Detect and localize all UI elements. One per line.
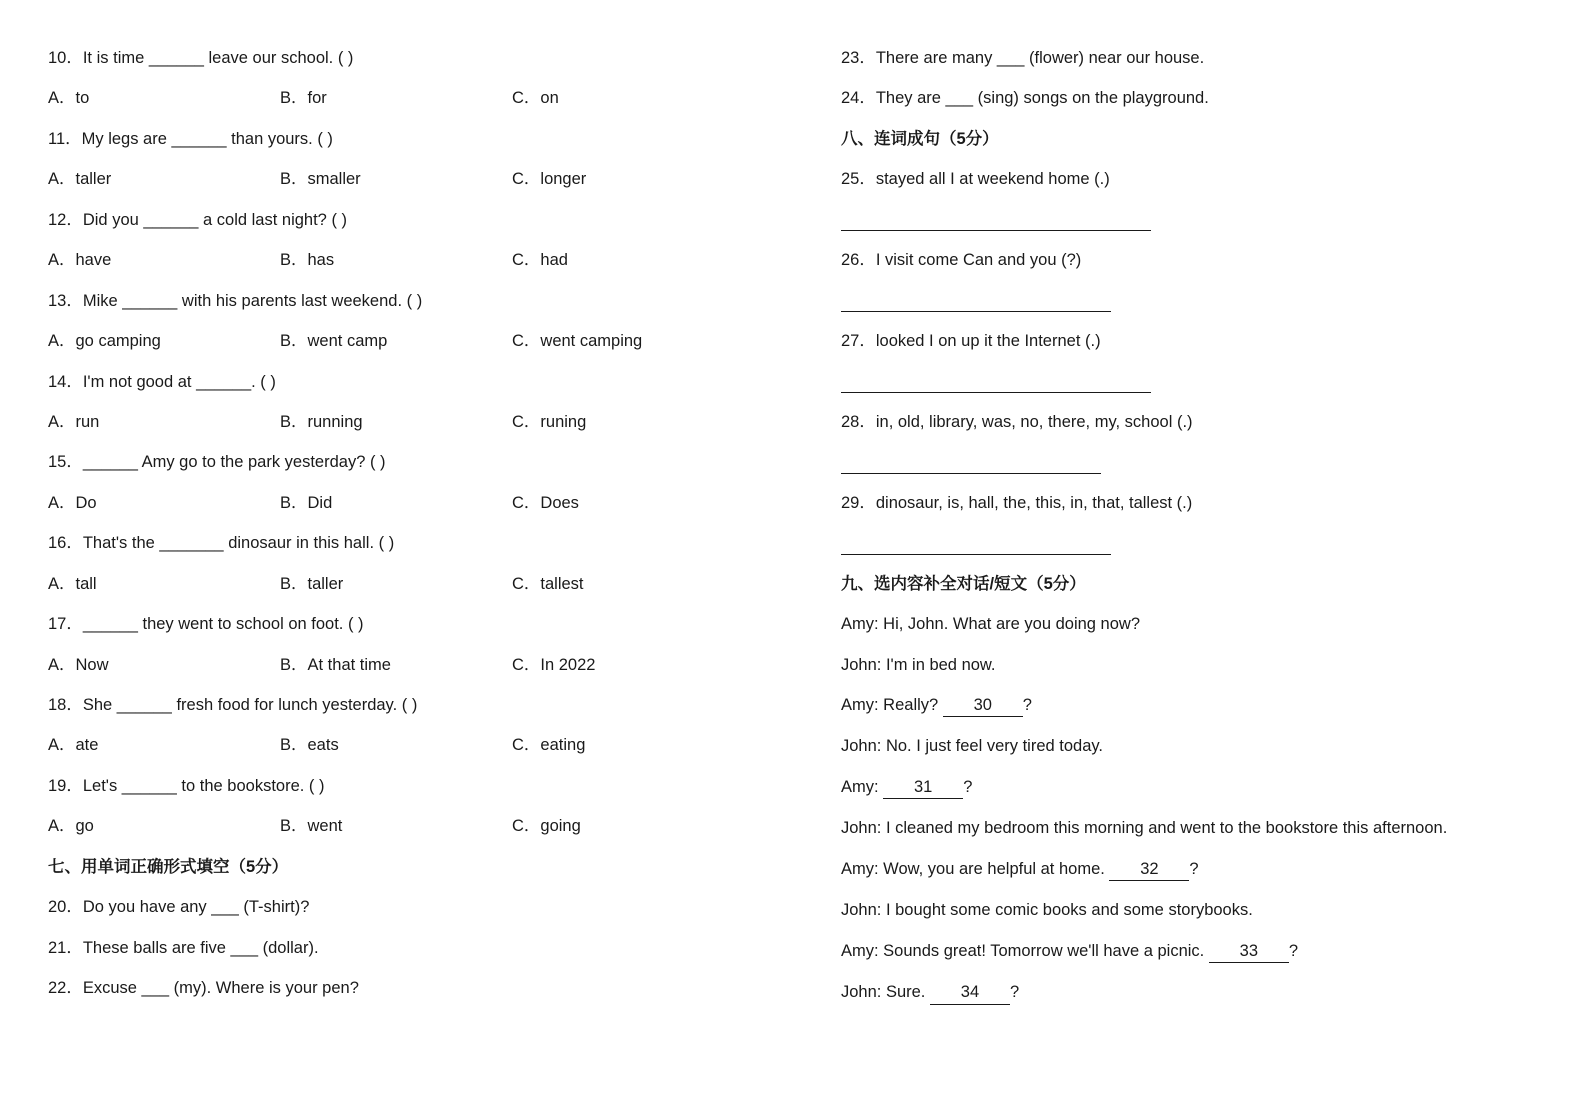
option-c: C．tallest [512, 574, 584, 593]
question-stem: 15．______ Amy go to the park yesterday? ( ) [48, 453, 386, 472]
two-column-layout [48, 48, 1528, 1024]
dialog-text: I'm in bed now. [881, 655, 996, 674]
dialog-text-after: ? [1288, 941, 1299, 960]
dialog-text-after: ? [1022, 696, 1032, 714]
option-b: B．eats [280, 736, 339, 755]
dialog-speaker: John: [841, 983, 882, 1002]
question-stem: 10．It is time ______ leave our school. ( ) [48, 49, 354, 67]
question-stem: 14．I'm not good at ______. ( ) [48, 372, 276, 391]
option-a: A．go [48, 817, 94, 836]
fill-in-item: 20．Do you have any ___ (T-shirt)? [48, 898, 310, 917]
rearrange-item: 28．in, old, library, was, no, there, my, school (.) [841, 412, 1193, 431]
option-a: A．tall [48, 574, 97, 593]
option-c: C．longer [512, 170, 587, 189]
option-a: A．go camping [48, 332, 161, 351]
dialog-text: I bought some comic books and some storybooks. [881, 901, 1253, 920]
dialog-text: Wow, you are helpful at home. [878, 859, 1110, 878]
question-options [48, 735, 786, 756]
answer-rule[interactable] [841, 459, 1101, 474]
dialog-speaker: John: [841, 819, 882, 838]
question-options [48, 250, 786, 271]
dialog-line [841, 655, 1524, 676]
dialog-line [841, 941, 1524, 963]
dialog-line [841, 777, 1524, 799]
section-heading-8: 八、连词成句（5分） [841, 129, 999, 148]
left-column [48, 48, 786, 1024]
section-heading-7: 七、用单词正确形式填空（5分） [48, 857, 289, 876]
question-stem: 19．Let's ______ to the bookstore. ( ) [48, 776, 325, 795]
option-b: B．taller [280, 574, 344, 593]
answer-blank-line[interactable] [841, 452, 1524, 473]
dialog-line [841, 818, 1524, 839]
rearrange-item: 26．I visit come Can and you (?) [841, 251, 1082, 270]
answer-rule[interactable] [841, 216, 1151, 231]
option-b: B．went [280, 817, 343, 836]
dialog-text: Really? [878, 696, 943, 714]
question-stem: 11．My legs are ______ than yours. ( ) [48, 129, 333, 148]
section-heading-9: 九、选内容补全对话/短文（5分） [841, 574, 1086, 593]
dialog-speaker: Amy: [841, 696, 879, 714]
question-stem: 12．Did you ______ a cold last night? ( ) [48, 210, 348, 229]
dialog-speaker: John: [841, 655, 882, 674]
dialog-blank[interactable]: 31 [883, 777, 963, 799]
option-a: A．have [48, 251, 112, 270]
question-stem: 17．______ they went to school on foot. ( ) [48, 615, 364, 634]
dialog-line [841, 695, 1524, 717]
option-b: B．went camp [280, 332, 388, 351]
question-stem: 13．Mike ______ with his parents last weekend. ( ) [48, 291, 423, 310]
dialog-text: No. I just feel very tired today. [881, 737, 1103, 756]
fill-in-item: 24．They are ___ (sing) songs on the playground. [841, 89, 1209, 108]
option-a: A．Do [48, 493, 97, 512]
question-stem: 18．She ______ fresh food for lunch yesterday. ( ) [48, 696, 418, 714]
option-a: A．ate [48, 736, 99, 755]
question-options [48, 655, 786, 676]
dialog-speaker: Amy: [841, 615, 879, 634]
answer-rule[interactable] [841, 297, 1111, 312]
dialog-blank[interactable]: 34 [930, 982, 1010, 1004]
question-options [48, 574, 786, 595]
option-c: C．Does [512, 493, 579, 512]
dialog-blank[interactable]: 32 [1109, 859, 1189, 881]
fill-in-item: 22．Excuse ___ (my). Where is your pen? [48, 979, 359, 998]
fill-in-item: 21．These balls are five ___ (dollar). [48, 938, 319, 957]
answer-rule[interactable] [841, 378, 1151, 393]
option-c: C．on [512, 89, 559, 108]
option-c: C．eating [512, 736, 586, 755]
answer-blank-line[interactable] [841, 533, 1524, 554]
dialog-text-after: ? [1189, 859, 1199, 878]
option-b: B．At that time [280, 655, 391, 674]
option-a: A．to [48, 89, 90, 108]
dialog-speaker: John: [841, 737, 882, 756]
question-options [48, 412, 786, 433]
question-options [48, 169, 786, 190]
question-options [48, 493, 786, 514]
dialog-text-after: ? [963, 777, 973, 796]
right-column [786, 48, 1524, 1024]
dialog-speaker: John: [841, 901, 882, 920]
dialog-line [841, 900, 1524, 921]
dialog-speaker: Amy: [841, 777, 879, 796]
option-b: B．Did [280, 493, 333, 512]
option-c: C．In 2022 [512, 655, 596, 674]
option-b: B．for [280, 89, 327, 108]
option-b: B．has [280, 251, 335, 270]
option-a: A．taller [48, 170, 112, 189]
option-b: B．smaller [280, 170, 361, 189]
question-stem: 16．That's the _______ dinosaur in this hall. ( ) [48, 534, 395, 553]
dialog-text-after: ? [1009, 983, 1020, 1002]
option-a: A．Now [48, 655, 109, 674]
dialog-text: Sure. [881, 983, 930, 1002]
question-options [48, 88, 786, 109]
dialog-text: I cleaned my bedroom this morning and went to the bookstore this afternoon. [881, 819, 1448, 838]
answer-blank-line[interactable] [841, 291, 1524, 312]
dialog-line [841, 859, 1524, 881]
dialog-line [841, 982, 1524, 1004]
fill-in-item: 23．There are many ___ (flower) near our house. [841, 49, 1205, 67]
dialog-blank[interactable]: 33 [1209, 941, 1289, 963]
dialog-text: Sounds great! Tomorrow we'll have a picnic. [878, 941, 1209, 960]
dialog-line [841, 614, 1524, 635]
dialog-line [841, 736, 1524, 757]
option-b: B．running [280, 412, 363, 431]
rearrange-item: 25．stayed all I at weekend home (.) [841, 170, 1110, 189]
dialog-speaker: Amy: [841, 859, 879, 878]
question-options [48, 331, 786, 352]
question-options [48, 816, 786, 837]
answer-blank-line[interactable] [841, 210, 1524, 231]
option-c: C．runing [512, 412, 587, 431]
answer-rule[interactable] [841, 540, 1111, 555]
option-c: C．had [512, 251, 568, 270]
rearrange-item: 29．dinosaur, is, hall, the, this, in, that, tallest (.) [841, 493, 1193, 512]
answer-blank-line[interactable] [841, 372, 1524, 393]
rearrange-item: 27．looked I on up it the Internet (.) [841, 332, 1101, 351]
option-c: C．went camping [512, 332, 643, 351]
option-a: A．run [48, 412, 100, 431]
dialog-speaker: Amy: [841, 941, 879, 960]
dialog-blank[interactable]: 30 [943, 695, 1023, 717]
option-c: C．going [512, 817, 581, 836]
dialog-text: Hi, John. What are you doing now? [878, 615, 1140, 634]
